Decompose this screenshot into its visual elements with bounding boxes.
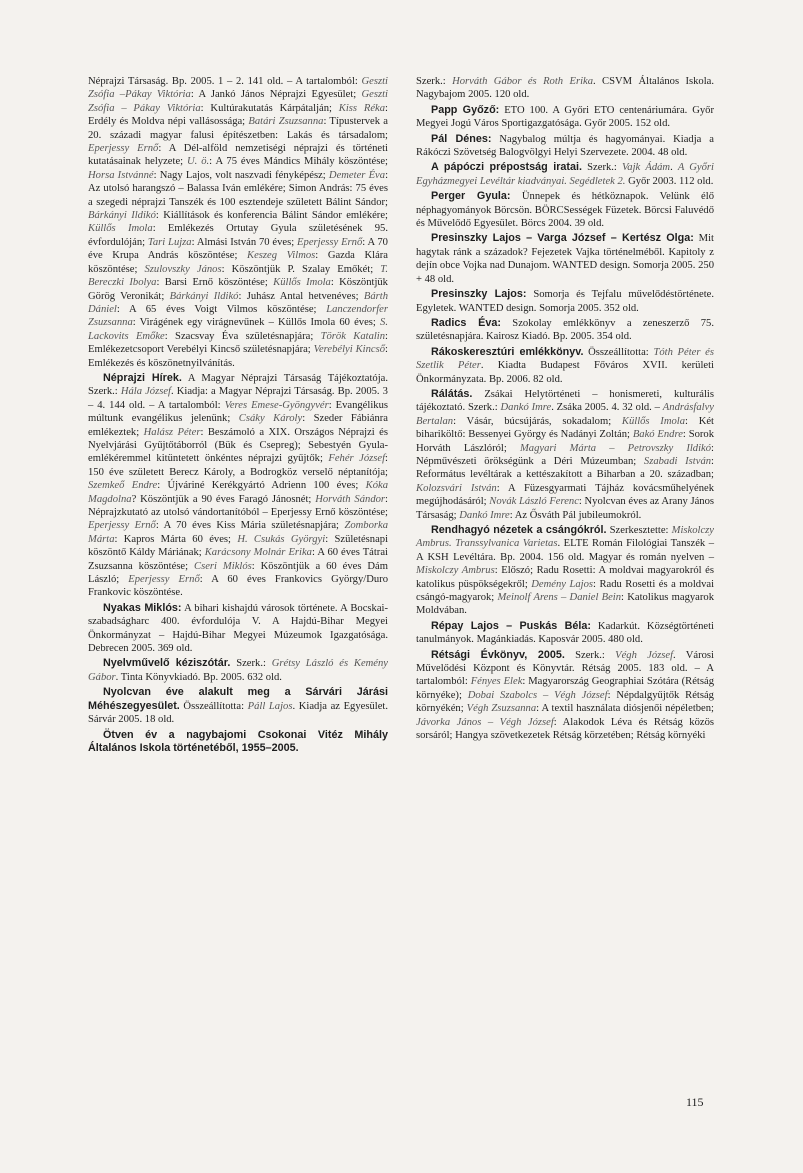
bibliography-entry bbox=[416, 232, 714, 286]
entry-author: Kóka Magdolna bbox=[88, 480, 388, 505]
entry-heading: Néprajzi Hírek. bbox=[103, 371, 182, 384]
entry-author: Bakó Endre bbox=[632, 429, 683, 441]
entry-text: . Kiadta Budapest Főváros XVII. kerületi Önkormányzata. Bp. 2006. 82 old. bbox=[416, 360, 714, 385]
entry-author: Zomborka Márta bbox=[88, 520, 388, 545]
entry-text: Szerk.: bbox=[230, 658, 272, 670]
entry-author: Dankó Imre bbox=[459, 509, 510, 521]
entry-text: : Köszöntjük P. Szalay Emőkét; bbox=[221, 263, 381, 275]
bibliography-entry bbox=[88, 372, 388, 600]
entry-text: . CSVM Általános Iskola. Nagybajom 2005. 120 old. bbox=[416, 76, 714, 101]
entry-text: . Kiadja az Egyesület. Sárvár 2005. 18 old. bbox=[88, 700, 389, 726]
entry-text: : Két bihariköltő: Bessenyei György és Nadányi Zoltán; bbox=[416, 415, 714, 441]
entry-author: Novák László Ferenc bbox=[489, 496, 579, 508]
entry-text: : Néprajzkutató az utolsó vándortanítóból – Eperjessy Ernő köszöntése; bbox=[88, 493, 388, 518]
entry-text: Néprajzi Társaság. Bp. 2005. 1 – 2. 141 old. – A tartalomból: bbox=[88, 76, 362, 87]
entry-text: : Alakodok Léva és Rétság közös sorsáról; Hangya szövetkezetek Rétság körzetében; Rétság környéki bbox=[416, 716, 714, 742]
entry-text: : Születésnapi köszöntő Káldy Máriának; bbox=[88, 533, 389, 559]
entry-text: : Kapros Márta 60 éves; bbox=[114, 533, 238, 545]
entry-author: Végh József bbox=[615, 649, 674, 661]
entry-heading: Rendhagyó nézetek a csángókról. bbox=[431, 524, 607, 536]
entry-author: Batári Zsuzsanna bbox=[248, 116, 324, 128]
bibliography-entry bbox=[416, 317, 714, 344]
entry-text: : Szeder Fábiánra emlékeztek; bbox=[88, 413, 388, 438]
entry-text: Ünnepek és hétköznapok. Velünk élő néphagyományok Börcsön. BÖRCSessége bbox=[416, 191, 714, 216]
entry-author: Dobai Szabolcs – Végh József bbox=[467, 689, 608, 701]
bibliography-entry bbox=[88, 686, 388, 726]
entry-text: ? Köszöntjük a 90 éves Faragó Jánosnét; bbox=[131, 493, 316, 505]
entry-text: k Füzetek. Börcsi Faluvédő és Művelődő Egyesület. Börcs 2004. 39 old. bbox=[416, 204, 714, 230]
entry-text: : Nyolcvan éves az Arany János Társaság; bbox=[416, 496, 714, 521]
entry-author: Meinolf Arens – Daniel Bein bbox=[497, 592, 622, 604]
entry-text: : 150 éve született Berecz Károly, a Bodrogköz verselő néptanítója; bbox=[88, 453, 388, 478]
entry-text: Szokolay emlékkönyv a zeneszerző 75. születésnapjára. Kairosz Kiadó. Bp. 2005. 354 old. bbox=[416, 317, 714, 343]
entry-author: Küllős Imola bbox=[621, 415, 686, 427]
entry-heading: Presinszky Lajos – Varga József – Kertész Olga: bbox=[431, 232, 694, 245]
entry-author: Jávorka János – Végh József bbox=[416, 716, 554, 728]
entry-text: : Előszó; Radu Rosetti: A moldvai magyarokról és katolikus püspökségekről; bbox=[416, 565, 715, 590]
entry-author: Eperjessy Ernő bbox=[297, 236, 363, 248]
entry-author: Karácsony Molnár Erika bbox=[204, 547, 312, 559]
entry-text: Szerk.: bbox=[582, 162, 622, 174]
entry-text: Mit hagytak ránk a századok? Fejezetek Vajka történelméből. Kapitoly z dejín obce Vojka nad Dunajom. WANTED design. Somorja 2005. 250 + 48 old. bbox=[416, 233, 714, 285]
bibliography-entry bbox=[416, 190, 714, 230]
entry-text: : Gazda Klára köszöntése; bbox=[88, 250, 388, 275]
entry-text: : Beszámoló a XIX. Országos Néprajzi és Nyelvjárási Gyűjtőtáborról (Bük és Csepreg); Sebestyén Gyula-emlékéremmel kitüntetett önkéntes néprajzi gyűjtők; bbox=[88, 426, 388, 465]
entry-text: : Típustervek a 20. századi magyar falusi építészetben: Lakás és társadalom; bbox=[88, 116, 388, 141]
bibliography-entry bbox=[416, 524, 714, 618]
entry-text: A bihari kishajdú városok története. A Bocskai-szabadságharc 400. évfordulója V. A Hajdú-Bihar Megyei Önkormányzat – Hajdú-Bihar Megyei Múzeumok Igazgatósága. Debrecen 2005. 369 old. bbox=[88, 602, 389, 655]
entry-heading: Nyakas Miklós: bbox=[103, 601, 182, 614]
entry-text: : Az Ősváth Pál jubileumokról. bbox=[509, 509, 642, 521]
entry-text: Zsákai Helytörténeti – honismereti, kulturális tájékoztató. Szerk.: bbox=[416, 388, 714, 414]
entry-author: Szabadi István bbox=[643, 455, 712, 467]
entry-heading: Presinszky Lajos: bbox=[431, 288, 527, 301]
entry-text: : Barsi Ernő köszöntése; bbox=[156, 277, 274, 289]
entry-author: Geszti Zsófia – Pákay Viktória bbox=[88, 89, 388, 114]
entry-text: . bbox=[670, 162, 678, 174]
bibliography-entry bbox=[416, 388, 714, 522]
entry-author: Halász Péter bbox=[143, 426, 201, 438]
entry-author: Tóth Péter és Szetlik Péter bbox=[416, 346, 714, 372]
entry-heading: Nyolcvan éve alakult meg a Sárvári Járási Méhészegyesület. bbox=[88, 686, 388, 712]
entry-text: : Evangélikus múltunk evangélikus jelenünk; bbox=[88, 399, 388, 425]
entry-author: Fehér József bbox=[328, 453, 386, 465]
entry-author: S. Lackovits Emőke bbox=[88, 317, 388, 342]
entry-text: : Sorok Horváth Lászlóról; bbox=[416, 429, 714, 454]
entry-text: : Magyarország Geographiai Szótára (Rétság környéke); bbox=[416, 676, 715, 701]
entry-text: : Szacsvay Éva születésnapjára; bbox=[164, 330, 321, 342]
entry-author: A Győri Egyházmegyei Levéltár kiadványai. Segédletek 2. bbox=[416, 162, 714, 187]
entry-text: Győr 2003. 112 old. bbox=[625, 175, 714, 187]
entry-text: : Az utolsó harangszó – Balassa Iván emlékére; Simon András: 75 éves a szegedi néprajzi Tanszék és 100 esztendeje született Bálint Sándor; bbox=[88, 169, 389, 208]
entry-heading: Rálátás. bbox=[431, 387, 473, 400]
entry-text: ETO 100. A Győri ETO centenáriumára. Győr Megyei Jogú Város Sportigazgatósága. Győr 2005. 152 old. bbox=[416, 104, 714, 130]
entry-author: Horváth Sándor bbox=[315, 493, 386, 505]
entry-text: : A 60 éves Tátrai Zsuzsanna köszöntése; bbox=[88, 547, 388, 572]
entry-text: : Erdély és Moldva népi vallásossága; bbox=[88, 102, 388, 128]
entry-text: Kadarkút. Községtörténeti tanulmányok. Magánkiadás. Kaposvár 2005. 480 old. bbox=[416, 620, 714, 646]
entry-author: Török Katalin bbox=[320, 330, 386, 342]
entry-author: Eperjessy Ernő bbox=[88, 143, 159, 155]
entry-author: Tari Lujza bbox=[147, 236, 192, 248]
entry-heading: Répay Lajos – Puskás Béla: bbox=[431, 619, 591, 632]
bibliography-entry bbox=[416, 620, 714, 647]
entry-heading: Pál Dénes: bbox=[431, 132, 492, 145]
entry-text: . Tinta Könyvkiadó. Bp. 2005. 632 old. bbox=[115, 671, 282, 683]
entry-text: : Juhász Antal hetvenéves; bbox=[238, 290, 364, 302]
entry-text: : Kultúrakutatás Kárpátalján; bbox=[200, 102, 339, 114]
entry-text: . Zsáka 2005. 4. 32 old. – bbox=[551, 402, 663, 414]
bibliography-entry bbox=[88, 75, 388, 370]
entry-text: : Emlékezetcsoport Verebélyi Kincső születésnapjára; bbox=[88, 330, 388, 356]
entry-author: Hála József bbox=[120, 386, 171, 398]
entry-text: . ELTE Román Filológiai Tanszék – A KSH Levéltára. Bp. 2004. 156 old. Magyar és román nyelven – bbox=[416, 538, 714, 563]
entry-text: Nagybalog múltja és hagyományai. Kiadja a Rákóczi Szövetség Balogvölgyi Helyi Szervezete. 2004. 48 old. bbox=[416, 133, 714, 159]
entry-heading: Nyelvművelő kéziszótár. bbox=[103, 657, 231, 670]
entry-text: : A 65 éves Voigt Vilmos köszöntése; bbox=[116, 303, 327, 315]
bibliography-entry bbox=[416, 649, 714, 743]
entry-text: . Kiadja: a Magyar Néprajzi Társaság. Bp. 2005. 3 – 4. 144 old. – A tartalomból: bbox=[88, 386, 388, 411]
entry-author: Bárth Dániel bbox=[88, 290, 388, 315]
entry-author: Bárkányi Ildikó bbox=[169, 290, 239, 302]
entry-text: : Újváriné Kerékgyártó Adrienn 100 éves; bbox=[157, 480, 366, 492]
entry-author: Küllős Imola bbox=[273, 277, 331, 289]
entry-author: Demeter Éva bbox=[328, 169, 386, 181]
bibliography-entry bbox=[88, 602, 388, 656]
entry-author: Cseri Miklós bbox=[194, 560, 252, 572]
entry-author: Horsa Istvánné bbox=[88, 169, 154, 181]
entry-text: : Vásár, búcsújárás, sokadalom; bbox=[453, 415, 622, 427]
entry-text: . Városi Művelődési Központ és Könyvtár. Rétság 2005. 183 old. – A tartalomból: bbox=[416, 649, 714, 688]
entry-heading: Perger Gyula: bbox=[431, 190, 511, 203]
entry-text: : Kiállítások és konferencia Bálint Sándor emlékére; bbox=[155, 210, 388, 222]
entry-author: T. Bereczki Ibolya bbox=[88, 263, 388, 289]
entry-author: Geszti Zsófia –Pákay Viktória bbox=[88, 76, 388, 101]
entry-author: Miskolczy Ambrus. Transsylvanica Varietas bbox=[416, 525, 714, 550]
entry-author: Kolozsvári István bbox=[416, 482, 497, 494]
bibliography-entry bbox=[416, 346, 714, 386]
entry-text: : Emlékezés Ortutay Gyula születésének 95. évfordulóján; bbox=[88, 223, 388, 248]
bibliography-entry bbox=[416, 161, 714, 188]
entry-author: Demény Lajos bbox=[531, 578, 594, 590]
entry-text: : Köszöntjük Görög Veronikát; bbox=[88, 277, 388, 302]
entry-text: Összeállította: bbox=[583, 346, 654, 358]
entry-author: Vajk Ádám bbox=[622, 162, 671, 174]
right-column bbox=[416, 75, 714, 745]
entry-text: : A 75 éves Mándics Mihály köszöntése; bbox=[209, 156, 388, 168]
entry-text: Somorja és Tejfalu művelődéstörténete. Egyletek. WANTED design. Somorja 2005. 352 old. bbox=[416, 289, 715, 314]
entry-heading: Rákoskeresztúri emlékkönyv. bbox=[431, 345, 584, 358]
entry-author: Horváth Gábor és Roth Erika bbox=[452, 76, 594, 87]
entry-author: Lanczendorfer Zsuzsanna bbox=[88, 303, 388, 329]
entry-text: : A 60 éves Frankovics György/Duro Frankovic köszöntése. bbox=[88, 574, 388, 599]
entry-text: Szerkesztette: bbox=[606, 525, 672, 536]
bibliography-entry bbox=[88, 729, 388, 756]
entry-text: : A 70 éves Kiss Mária születésnapjára; bbox=[155, 520, 345, 532]
entry-heading: Ötven év a nagybajomi Csokonai Vitéz Mihály Általános Iskola történetéből, 1955–2005. bbox=[88, 728, 388, 754]
entry-author: Dankó Imre bbox=[500, 402, 552, 414]
entry-author: Küllős Imola bbox=[88, 223, 153, 235]
entry-text: A Magyar Néprajzi Társaság Tájékoztatója. Szerk.: bbox=[88, 372, 388, 398]
entry-author: H. Csukás Györgyi bbox=[237, 533, 326, 545]
entry-text: : Radu Rosetti és a moldvai csángó-magyarok; bbox=[416, 578, 715, 604]
entry-author: Andrásfalvy Bertalan bbox=[416, 402, 714, 427]
bibliography-entry bbox=[416, 104, 714, 131]
entry-author: Grétsy László és Kemény Gábor bbox=[88, 658, 388, 683]
entry-text: : Nagy Lajos, volt naszvadi fényképész; bbox=[153, 169, 329, 181]
page-number: 115 bbox=[686, 1095, 704, 1109]
entry-author: Keszeg Vilmos bbox=[247, 250, 316, 262]
entry-author: Verebélyi Kincső bbox=[313, 344, 386, 356]
bibliography-entry bbox=[416, 288, 714, 315]
entry-heading: Radics Éva: bbox=[431, 316, 501, 329]
entry-text: : Református levéltárak a kettészakított a Biharban a 20. században; bbox=[416, 455, 714, 481]
entry-text: Szerk.: bbox=[564, 649, 616, 661]
bibliography-entry bbox=[416, 133, 714, 160]
entry-author: Végh Zsuzsanna bbox=[466, 703, 537, 715]
entry-text: Összeállította: bbox=[179, 700, 248, 712]
left-column bbox=[88, 75, 388, 757]
entry-text: : A Dél-alföld nemzetiségi néprajzi és történeti kutatásainak helyzete; bbox=[88, 143, 388, 168]
entry-author: Fényes Elek bbox=[470, 676, 523, 688]
entry-author: Bárkányi Ildikó bbox=[88, 210, 156, 222]
entry-author: Eperjessy Ernő bbox=[128, 574, 200, 586]
entry-author: Miskolczy Ambrus bbox=[416, 565, 495, 577]
entry-text: Szerk.: bbox=[416, 76, 453, 87]
entry-text: : Köszöntjük a 60 éves Dám László; bbox=[88, 560, 388, 586]
bibliography-entry bbox=[416, 75, 714, 102]
entry-author: Magyari Márta – Petrovszky Ildikó bbox=[519, 442, 712, 454]
entry-author: U. ö. bbox=[187, 156, 210, 168]
entry-author: Páll Lajos bbox=[247, 700, 293, 712]
entry-author: Szulovszky János bbox=[144, 263, 222, 275]
entry-heading: Rétsági Évkönyv, 2005. bbox=[431, 648, 565, 661]
entry-heading: Papp Győző: bbox=[431, 103, 500, 116]
entry-text: : Népművészeti örökségünk a Déri Múzeumban; bbox=[416, 442, 714, 467]
entry-text: : Katolikus magyarok Moldvában. bbox=[416, 592, 715, 617]
entry-text: : A Füzesgyarmati Tájház kovácsműhelyének megújhodásáról; bbox=[416, 482, 715, 508]
entry-text: : Emlékezés és köszönetnyilvánítás. bbox=[88, 344, 388, 369]
entry-heading: A pápóczi prépostság iratai. bbox=[431, 161, 583, 174]
bibliography-entry bbox=[88, 657, 388, 684]
entry-text: : Népdalgyűjtők Rétság környékén; bbox=[416, 689, 714, 715]
entry-text: : A textil használata diósjenői népéletben; bbox=[536, 703, 714, 715]
entry-text: : Almási István 70 éves; bbox=[191, 236, 298, 248]
entry-author: Veres Emese-Gyöngyvér bbox=[224, 399, 329, 411]
entry-text: : A Jankó János Néprajzi Egyesület; bbox=[190, 89, 362, 101]
entry-author: Csáky Károly bbox=[238, 413, 303, 425]
entry-text: : A 70 éve Krupa András köszöntése; bbox=[88, 236, 388, 262]
entry-text: : Virágének egy virágnevűnek – Küllős Imola 60 éves; bbox=[132, 317, 381, 329]
entry-author: Szemkeő Endre bbox=[88, 480, 158, 492]
entry-author: Kiss Réka bbox=[338, 102, 386, 114]
entry-author: Eperjessy Ernő bbox=[88, 520, 156, 532]
